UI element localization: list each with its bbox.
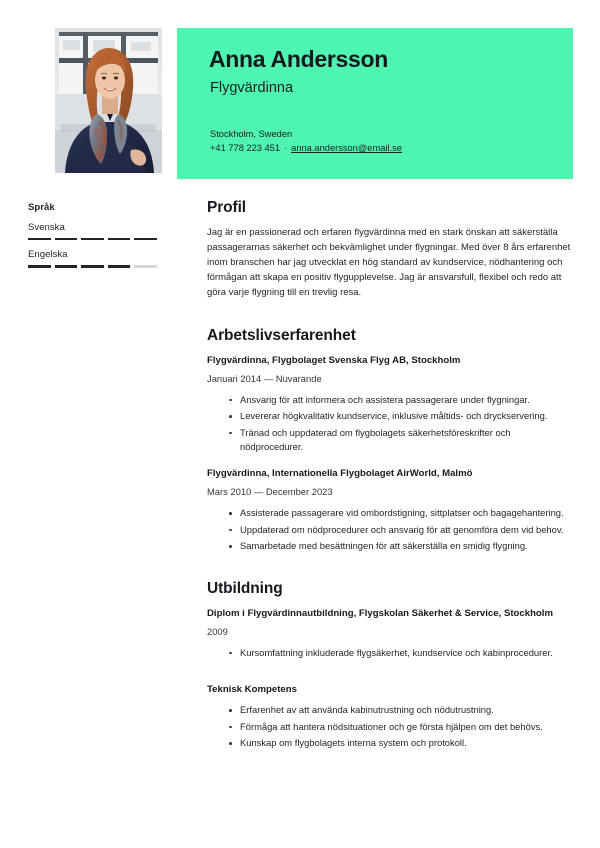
profile-heading: Profil (207, 199, 247, 216)
list-item: Tränad och uppdaterad om flygbolagets säkerhetsföreskrifter och nödprocedurer. (229, 426, 573, 455)
experience-date: Mars 2010 — December 2023 (207, 485, 333, 497)
section-skills (207, 684, 573, 751)
contact-location: Stockholm, Sweden (210, 129, 293, 139)
contact-separator: · (284, 143, 288, 153)
language-level-segment (81, 265, 104, 267)
experience-date: Januari 2014 — Nuvarande (207, 372, 322, 384)
language-name: Engelska (28, 249, 68, 261)
language-level-segment (134, 238, 157, 240)
list-item: Förmåga att hantera nödsituationer och ge första hjälpen om det behövs. (229, 720, 573, 735)
language-item (28, 249, 170, 267)
education-date: 2009 (207, 625, 228, 637)
contact-phone: +41 778 223 451 (210, 143, 281, 153)
list-item: Samarbetade med besättningen för att säkerställa en smidig flygning. (229, 539, 573, 554)
list-item: Levererar högkvalitativ kundservice, inklusive måltids- och dryckservering. (229, 409, 573, 424)
list-item: Ansvarig för att informera och assistera passagerare under flygningar. (229, 393, 573, 408)
section-education (207, 580, 573, 661)
main-content (207, 199, 573, 753)
list-item: Uppdaterad om nödprocedurer och ansvarig för att genomföra dem vid behov. (229, 523, 573, 538)
experience-entry (207, 467, 573, 554)
experience-heading: Arbetslivserfarenhet (207, 326, 356, 344)
contact-email-link[interactable]: anna.andersson@email.se (291, 143, 402, 153)
language-level-segment (108, 238, 131, 240)
section-profile (207, 199, 573, 301)
skills-heading: Teknisk Kompetens (207, 684, 297, 696)
language-level-segment (108, 265, 131, 267)
languages-heading: Språk (28, 202, 55, 213)
language-level-bar (28, 238, 157, 240)
list-item: Assisterade passagerare vid ombordstigning, sittplatser och bagagehantering. (229, 506, 573, 521)
experience-role-company: Flygvärdinna, Internationella Flygbolaget AirWorld, Malmö (207, 467, 473, 479)
experience-bullet-list (207, 393, 573, 455)
list-item: Erfarenhet av att använda kabinutrustning och nödutrustning. (229, 703, 573, 718)
experience-role-company: Flygvärdinna, Flygbolaget Svenska Flyg AB, Stockholm (207, 354, 461, 366)
education-heading: Utbildning (207, 579, 283, 597)
experience-bullet-list (207, 506, 573, 554)
education-bullet-list (207, 646, 573, 661)
language-level-segment (81, 238, 104, 240)
language-level-segment-empty (134, 265, 157, 267)
contact-phone-email-row (210, 141, 402, 155)
education-entry (207, 607, 573, 661)
language-level-segment (28, 265, 51, 267)
header-accent-band (177, 28, 573, 179)
sidebar (28, 202, 170, 277)
profile-photo (55, 28, 162, 173)
contact-info (210, 127, 402, 155)
candidate-job-title: Flygvärdinna (210, 80, 294, 96)
language-level-segment (28, 238, 51, 240)
language-level-segment (55, 265, 78, 267)
skills-bullet-list (207, 703, 573, 751)
resume-header (0, 0, 600, 186)
candidate-name: Anna Andersson (209, 46, 388, 72)
profile-text: Jag är en passionerad och erfaren flygvärdinna med en stark önskan att säkerställa passagerarnas säkerhet och bekvämlighet under flygningar. Med över 8 års erfarenhet inom branschen har jag utvecklat en hög standard av kundservice, nödhantering och förmågan att skapa en positiv flygupplevelse. Jag är ansvarsfull, flexibel och redo att göra varje flygning till en trevlig resa. (207, 227, 571, 298)
language-item (28, 222, 170, 240)
portrait-photo-icon (55, 28, 162, 173)
list-item: Kunskap om flygbolagets interna system och protokoll. (229, 736, 573, 751)
education-degree-school: Diplom i Flygvärdinnautbildning, Flygskolan Säkerhet & Service, Stockholm (207, 607, 553, 619)
language-level-bar (28, 265, 157, 267)
list-item: Kursomfattning inkluderade flygsäkerhet, kundservice och kabinprocedurer. (229, 646, 573, 661)
language-level-segment (55, 238, 78, 240)
section-experience (207, 327, 573, 554)
language-name: Svenska (28, 222, 65, 233)
experience-entry (207, 354, 573, 455)
